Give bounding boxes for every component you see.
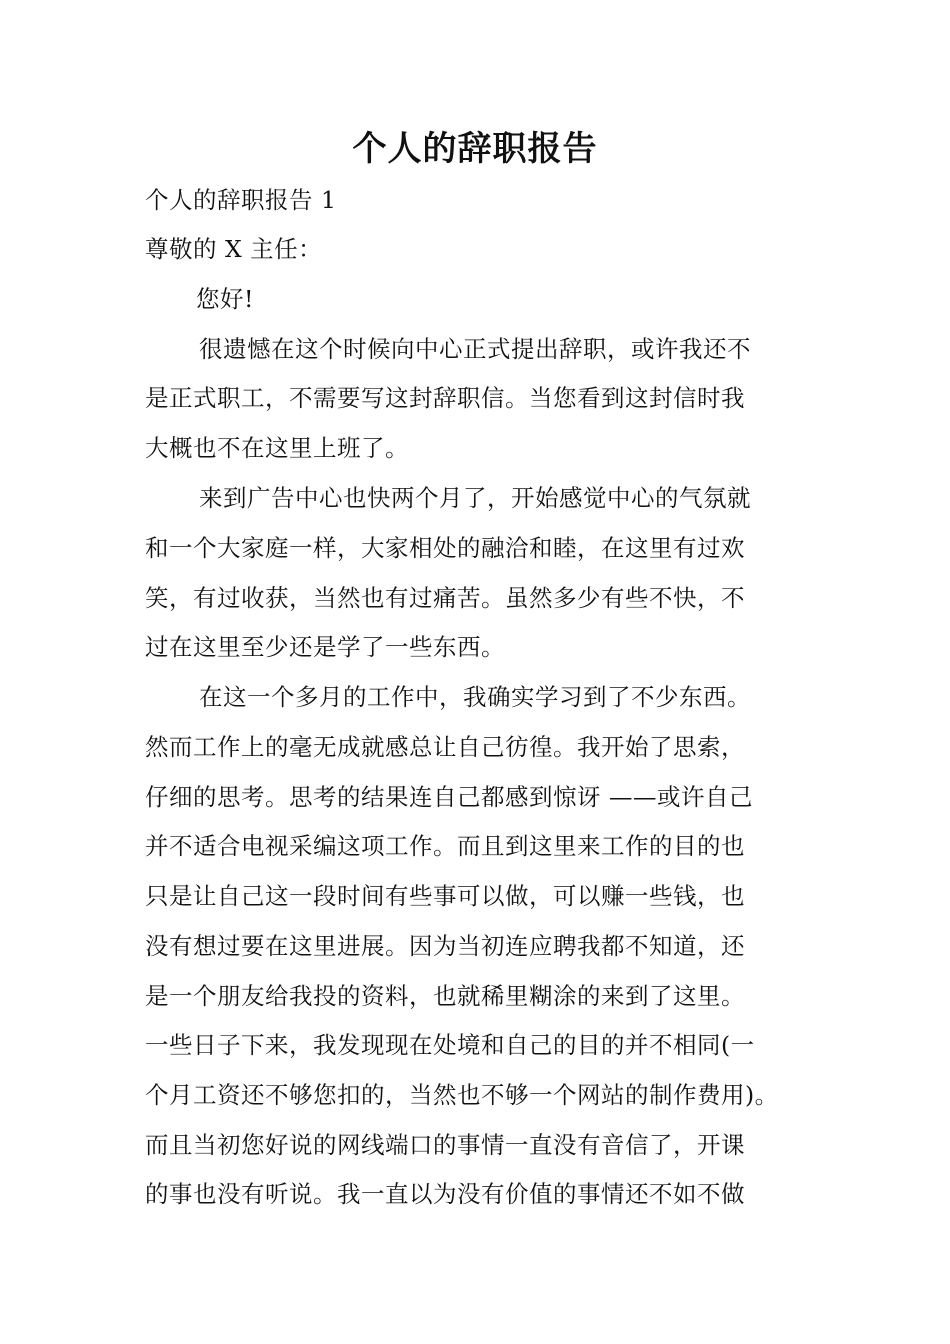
paragraph-1-line-1: 很遗憾在这个时候向中心正式提出辞职，或许我还不: [199, 335, 751, 363]
paragraph-1-line-2: 是正式职工，不需要写这封辞职信。当您看到这封信时我: [145, 384, 745, 412]
paragraph-3-line-7: 是一个朋友给我投的资料，也就稀里糊涂的来到了这里。: [145, 982, 745, 1010]
paragraph-3-line-8: 一些日子下来，我发现现在处境和自己的目的并不相同(一: [145, 1031, 755, 1059]
document-title: 个人的辞职报告: [352, 129, 598, 169]
paragraph-3-line-2: 然而工作上的毫无成就感总让自己彷徨。我开始了思索，: [145, 733, 745, 761]
paragraph-3-line-10: 而且当初您好说的网线端口的事情一直没有音信了，开课: [145, 1131, 745, 1159]
paragraph-3-line-5: 只是让自己这一段时间有些事可以做，可以赚一些钱，也: [145, 882, 745, 910]
paragraph-1-line-3: 大概也不在这里上班了。: [145, 434, 409, 462]
paragraph-3-line-6: 没有想过要在这里进展。因为当初连应聘我都不知道，还: [145, 932, 745, 960]
paragraph-2-line-3: 笑，有过收获，当然也有过痛苦。虽然多少有些不快，不: [145, 584, 745, 612]
paragraph-3-line-4: 并不适合电视采编这项工作。而且到这里来工作的目的也: [145, 832, 745, 860]
greeting: 您好!: [196, 285, 254, 313]
section-heading: 个人的辞职报告 1: [145, 186, 337, 214]
paragraph-3-line-9: 个月工资还不够您扣的，当然也不够一个网站的制作费用)。: [145, 1081, 779, 1109]
paragraph-3-line-11: 的事也没有听说。我一直以为没有价值的事情还不如不做: [145, 1180, 745, 1208]
salutation: 尊敬的 X 主任：: [145, 235, 323, 263]
paragraph-2-line-2: 和一个大家庭一样，大家相处的融洽和睦，在这里有过欢: [145, 534, 745, 562]
paragraph-2-line-1: 来到广告中心也快两个月了，开始感觉中心的气氛就: [199, 484, 751, 512]
paragraph-3-line-1: 在这一个多月的工作中，我确实学习到了不少东西。: [199, 683, 751, 711]
paragraph-2-line-4: 过在这里至少还是学了一些东西。: [145, 633, 505, 661]
paragraph-3-line-3: 仔细的思考。思考的结果连自己都感到惊讶 ——或许自己: [145, 783, 753, 811]
